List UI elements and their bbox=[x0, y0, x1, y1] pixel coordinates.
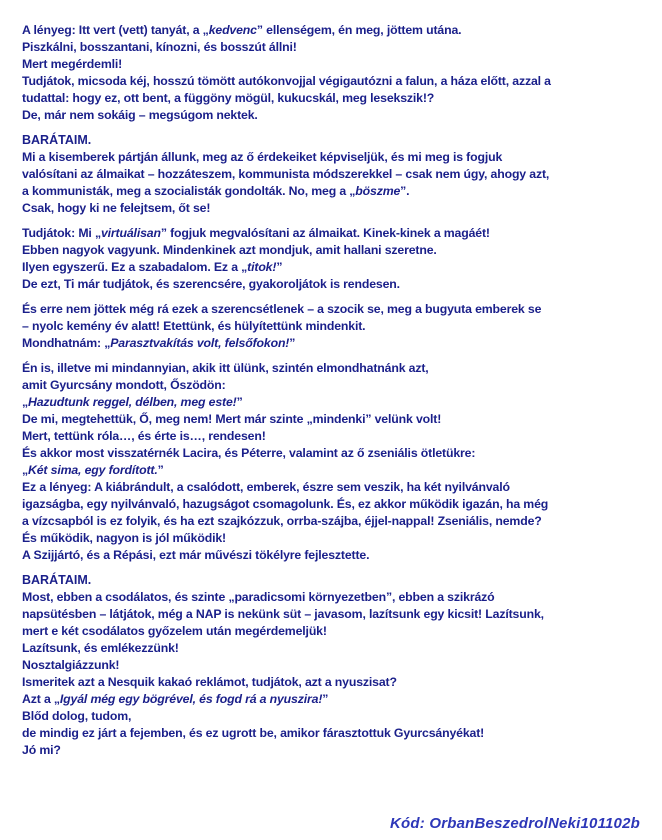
text-line bbox=[22, 742, 648, 759]
text-line bbox=[22, 496, 648, 513]
italic-quote: virtuálisan bbox=[100, 226, 161, 240]
text-run: Lazítsunk, és emlékezzünk! bbox=[22, 641, 179, 655]
text-run: Tudjátok, micsoda kéj, hosszú tömött autókonvojjal végigautózni a falun, a háza előtt, azzal a bbox=[22, 74, 551, 88]
text-run: a kommunisták, meg a szocialisták gondolták. No, meg a „ bbox=[22, 184, 356, 198]
text-run: ”. bbox=[400, 184, 410, 198]
text-line bbox=[22, 674, 648, 691]
text-line bbox=[22, 479, 648, 496]
text-line bbox=[22, 513, 648, 530]
text-run: Most, ebben a csodálatos, és szinte „paradicsomi környezetben”, ebben a szikrázó bbox=[22, 590, 495, 604]
text-line bbox=[22, 301, 648, 318]
text-run: Tudjátok: Mi „ bbox=[22, 226, 101, 240]
text-line bbox=[22, 445, 648, 462]
text-line bbox=[22, 725, 648, 742]
text-line bbox=[22, 640, 648, 657]
text-line bbox=[22, 394, 648, 411]
text-run: igazságba, egy nyilvánvaló, hazugságot csomagolunk. És, ez akkor működik igazán, ha még bbox=[22, 497, 549, 511]
text-line bbox=[22, 90, 648, 107]
text-line bbox=[22, 259, 648, 276]
text-run: – nyolc kemény év alatt! Etettünk, és hülyítettünk mindenkit. bbox=[22, 319, 366, 333]
text-run: ” bbox=[322, 692, 329, 706]
text-run: Jó mi? bbox=[22, 743, 61, 757]
text-run: Azt a „ bbox=[22, 692, 60, 706]
text-run: Blőd dolog, tudom, bbox=[22, 709, 132, 723]
text-line bbox=[22, 183, 648, 200]
text-run: A Szijjártó, és a Répási, ezt már művészi tökélyre fejlesztette. bbox=[22, 548, 370, 562]
text-run: Mi a kisemberek pártján állunk, meg az ő érdekeiket képviseljük, és mi meg is fogjuk bbox=[22, 150, 503, 164]
text-run: De mi, megtehettük, Ő, meg nem! Mert már szinte „mindenki” velünk volt! bbox=[22, 412, 442, 426]
text-run: valósítani az álmaikat – hozzáteszem, kommunista módszerekkel – csak nem úgy, ahogy azt, bbox=[22, 167, 550, 181]
text-line bbox=[22, 56, 648, 73]
document-code-label: Kód: OrbanBeszedrolNeki101102b bbox=[390, 815, 640, 832]
text-run: Ez a lényeg: A kiábrándult, a csalódott, emberek, észre sem veszik, ha két nyilvánvaló bbox=[22, 480, 510, 494]
text-run: napsütésben – látjátok, még a NAP is nekünk süt – javasom, lazítsunk egy kicsit! Lazítsunk, bbox=[22, 607, 544, 621]
text-run: „ bbox=[22, 463, 28, 477]
paragraph bbox=[22, 132, 648, 217]
text-run: Én is, illetve mi mindannyian, akik itt ülünk, szintén elmondhatnánk azt, bbox=[22, 361, 429, 375]
text-run: Ilyen egyszerű. Ez a szabadalom. Ez a „ bbox=[22, 260, 248, 274]
text-run: Ebben nagyok vagyunk. Mindenkinek azt mondjuk, amit hallani szeretne. bbox=[22, 243, 437, 257]
text-line bbox=[22, 360, 648, 377]
text-line bbox=[22, 318, 648, 335]
text-run: Ismeritek azt a Nesquik kakaó reklámot, tudjátok, azt a nyuszisat? bbox=[22, 675, 397, 689]
text-run: De ezt, Ti már tudjátok, és szerencsére, gyakoroljátok is rendesen. bbox=[22, 277, 400, 291]
paragraph bbox=[22, 360, 648, 564]
text-run: Nosztalgiázzunk! bbox=[22, 658, 120, 672]
text-line bbox=[22, 335, 648, 352]
text-run: amit Gyurcsány mondott, Őszödön: bbox=[22, 378, 226, 392]
text-run: Piszkálni, bosszantani, kínozni, és bosszút állni! bbox=[22, 40, 297, 54]
text-run: ” ellenségem, én meg, jöttem utána. bbox=[256, 23, 462, 37]
section-heading: BARÁTAIM. bbox=[22, 573, 92, 587]
text-line bbox=[22, 200, 648, 217]
text-line bbox=[22, 73, 648, 90]
text-line bbox=[22, 589, 648, 606]
text-line bbox=[22, 623, 648, 640]
italic-quote: titok! bbox=[247, 260, 277, 274]
text-line bbox=[22, 39, 648, 56]
text-run: tudattal: hogy ez, ott bent, a függöny mögül, kukucskál, meg lesekszik!? bbox=[22, 91, 435, 105]
text-line bbox=[22, 377, 648, 394]
paragraph bbox=[22, 572, 648, 759]
text-line bbox=[22, 606, 648, 623]
text-line bbox=[22, 530, 648, 547]
text-run: És erre nem jöttek még rá ezek a szerencsétlenek – a szocik se, meg a bugyuta emberek se bbox=[22, 302, 542, 316]
text-run: ” bbox=[236, 395, 243, 409]
text-run: És akkor most visszatérnék Lacira, és Péterre, valamint az ő zseniális ötletükre: bbox=[22, 446, 476, 460]
text-run: A lényeg: Itt vert (vett) tanyát, a „ bbox=[22, 23, 209, 37]
text-line bbox=[22, 657, 648, 674]
text-line bbox=[22, 708, 648, 725]
text-run: ” fogjuk megvalósítani az álmaikat. Kinek-kinek a magáét! bbox=[160, 226, 490, 240]
paragraph bbox=[22, 225, 648, 293]
italic-quote: Két sima, egy fordított. bbox=[28, 463, 158, 477]
text-run: Mondhatnám: „ bbox=[22, 336, 111, 350]
text-run: És működik, nagyon is jól működik! bbox=[22, 531, 226, 545]
italic-quote: Igyál még egy bögrével, és fogd rá a nyuszira! bbox=[59, 692, 323, 706]
speech-text bbox=[22, 22, 648, 759]
text-line bbox=[22, 22, 648, 39]
text-run: ” bbox=[157, 463, 164, 477]
text-run: ” bbox=[289, 336, 296, 350]
text-run: Mert megérdemli! bbox=[22, 57, 123, 71]
text-line bbox=[22, 107, 648, 124]
paragraph bbox=[22, 301, 648, 352]
text-run: de mindig ez járt a fejemben, és ez ugrott be, amikor fárasztottuk Gyurcsányékat! bbox=[22, 726, 485, 740]
text-line bbox=[22, 242, 648, 259]
italic-quote: böszme bbox=[355, 184, 401, 198]
text-run: De, már nem sokáig – megsúgom nektek. bbox=[22, 108, 258, 122]
text-line bbox=[22, 276, 648, 293]
text-line bbox=[22, 547, 648, 564]
italic-quote: Parasztvakítás volt, felsőfokon! bbox=[110, 336, 290, 350]
section-heading: BARÁTAIM. bbox=[22, 133, 92, 147]
text-run: Csak, hogy ki ne felejtsem, őt se! bbox=[22, 201, 211, 215]
text-line bbox=[22, 149, 648, 166]
text-run: a vízcsapból is ez folyik, és ha ezt szajkózzuk, orrba-szájba, éjjel-nappal! Zseniális, nemde? bbox=[22, 514, 542, 528]
paragraph bbox=[22, 22, 648, 124]
text-line bbox=[22, 691, 648, 708]
text-run: Mert, tettünk róla…, és érte is…, rendesen! bbox=[22, 429, 266, 443]
text-line bbox=[22, 225, 648, 242]
italic-quote: kedvenc bbox=[208, 23, 257, 37]
text-line bbox=[22, 462, 648, 479]
text-run: mert e két csodálatos győzelem után megérdemeljük! bbox=[22, 624, 327, 638]
text-run: ” bbox=[276, 260, 283, 274]
text-line bbox=[22, 411, 648, 428]
text-run: „ bbox=[22, 395, 28, 409]
text-line bbox=[22, 428, 648, 445]
italic-quote: Hazudtunk reggel, délben, meg este! bbox=[28, 395, 237, 409]
text-line bbox=[22, 166, 648, 183]
